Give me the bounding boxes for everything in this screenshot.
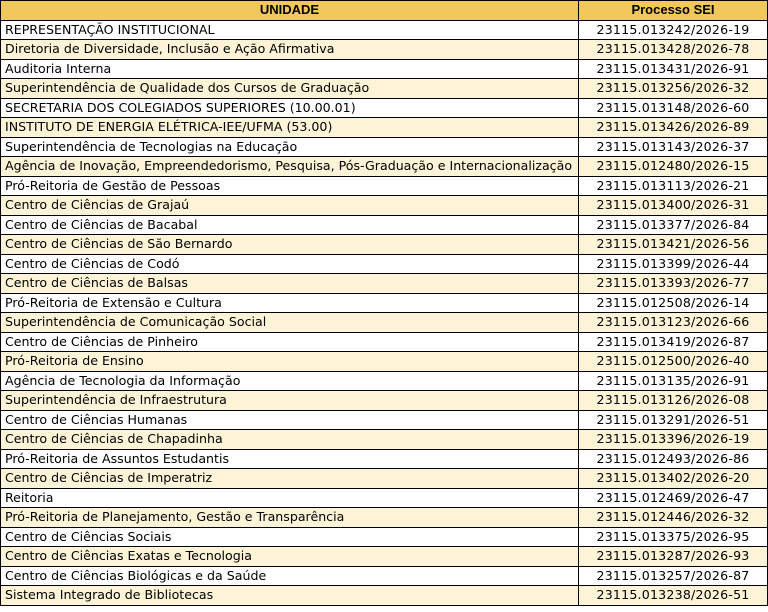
- processo-sei-cell: 23115.013291/2026-51: [579, 410, 768, 430]
- unidade-cell: INSTITUTO DE ENERGIA ELÉTRICA-IEE/UFMA (53.00): [1, 118, 579, 138]
- table-row: [1, 215, 768, 235]
- table-body: [1, 20, 768, 605]
- unidade-cell: Centro de Ciências Sociais: [1, 527, 579, 547]
- table-row: [1, 469, 768, 489]
- processo-sei-cell: 23115.013426/2026-89: [579, 118, 768, 138]
- processo-sei-cell: 23115.013396/2026-19: [579, 430, 768, 450]
- table-row: [1, 332, 768, 352]
- table-row: [1, 391, 768, 411]
- table-row: [1, 293, 768, 313]
- processo-sei-cell: 23115.013399/2026-44: [579, 254, 768, 274]
- unidade-cell: Diretoria de Diversidade, Inclusão e Ação Afirmativa: [1, 40, 579, 60]
- unidade-cell: Centro de Ciências Exatas e Tecnologia: [1, 547, 579, 567]
- unidade-cell: Superintendência de Tecnologias na Educação: [1, 137, 579, 157]
- table-row: [1, 274, 768, 294]
- table-row: [1, 547, 768, 567]
- table-row: [1, 79, 768, 99]
- processo-sei-cell: 23115.013402/2026-20: [579, 469, 768, 489]
- unidade-cell: Pró-Reitoria de Gestão de Pessoas: [1, 176, 579, 196]
- unidade-cell: Auditoria Interna: [1, 59, 579, 79]
- unidade-cell: Agência de Tecnologia da Informação: [1, 371, 579, 391]
- unidade-cell: Centro de Ciências Biológicas e da Saúde: [1, 566, 579, 586]
- table-row: [1, 508, 768, 528]
- processo-sei-cell: 23115.013238/2026-51: [579, 586, 768, 606]
- processo-sei-cell: 23115.013428/2026-78: [579, 40, 768, 60]
- table-row: [1, 352, 768, 372]
- table-row: [1, 235, 768, 255]
- processo-sei-cell: 23115.012493/2026-86: [579, 449, 768, 469]
- table-row: [1, 196, 768, 216]
- table-row: [1, 157, 768, 177]
- unidade-cell: Superintendência de Qualidade dos Cursos de Graduação: [1, 79, 579, 99]
- unidade-cell: Centro de Ciências Humanas: [1, 410, 579, 430]
- unidade-cell: REPRESENTAÇÃO INSTITUCIONAL: [1, 20, 579, 40]
- unidade-cell: Centro de Ciências de Grajaú: [1, 196, 579, 216]
- table-row: [1, 40, 768, 60]
- table-row: [1, 59, 768, 79]
- unidade-cell: Centro de Ciências de Codó: [1, 254, 579, 274]
- unidade-cell: Reitoria: [1, 488, 579, 508]
- table-row: [1, 176, 768, 196]
- processo-sei-cell: 23115.012480/2026-15: [579, 157, 768, 177]
- unidade-cell: Centro de Ciências de Pinheiro: [1, 332, 579, 352]
- table-row: [1, 118, 768, 138]
- table-row: [1, 566, 768, 586]
- processo-sei-cell: 23115.012500/2026-40: [579, 352, 768, 372]
- unidade-cell: Centro de Ciências de Chapadinha: [1, 430, 579, 450]
- table-row: [1, 137, 768, 157]
- unidade-cell: Sistema Integrado de Bibliotecas: [1, 586, 579, 606]
- processo-sei-cell: 23115.013287/2026-93: [579, 547, 768, 567]
- processo-sei-cell: 23115.013148/2026-60: [579, 98, 768, 118]
- processo-sei-cell: 23115.013400/2026-31: [579, 196, 768, 216]
- table-row: [1, 410, 768, 430]
- processo-sei-cell: 23115.013143/2026-37: [579, 137, 768, 157]
- unidade-cell: Centro de Ciências de Balsas: [1, 274, 579, 294]
- processo-sei-cell: 23115.013256/2026-32: [579, 79, 768, 99]
- table-row: [1, 313, 768, 333]
- processo-sei-cell: 23115.013123/2026-66: [579, 313, 768, 333]
- table-row: [1, 371, 768, 391]
- processo-sei-cell: 23115.013377/2026-84: [579, 215, 768, 235]
- table-row: [1, 488, 768, 508]
- header-unidade: UNIDADE: [1, 1, 579, 21]
- processo-sei-cell: 23115.013375/2026-95: [579, 527, 768, 547]
- header-processo-sei: Processo SEI: [579, 1, 768, 21]
- unidade-cell: Pró-Reitoria de Planejamento, Gestão e Transparência: [1, 508, 579, 528]
- processo-sei-cell: 23115.013421/2026-56: [579, 235, 768, 255]
- table-row: [1, 449, 768, 469]
- processo-sei-cell: 23115.013242/2026-19: [579, 20, 768, 40]
- table-row: [1, 98, 768, 118]
- unidade-cell: Agência de Inovação, Empreendedorismo, Pesquisa, Pós-Graduação e Internacionalização: [1, 157, 579, 177]
- table-row: [1, 527, 768, 547]
- processo-sei-cell: 23115.013257/2026-87: [579, 566, 768, 586]
- unidade-cell: Centro de Ciências de Bacabal: [1, 215, 579, 235]
- unidade-cell: Centro de Ciências de São Bernardo: [1, 235, 579, 255]
- processo-sei-cell: 23115.012508/2026-14: [579, 293, 768, 313]
- table-row: [1, 586, 768, 606]
- unidade-cell: SECRETARIA DOS COLEGIADOS SUPERIORES (10.00.01): [1, 98, 579, 118]
- header-row: [1, 1, 768, 21]
- unidade-cell: Pró-Reitoria de Extensão e Cultura: [1, 293, 579, 313]
- unidade-cell: Centro de Ciências de Imperatriz: [1, 469, 579, 489]
- table-row: [1, 430, 768, 450]
- processo-sei-cell: 23115.013431/2026-91: [579, 59, 768, 79]
- unidade-cell: Superintendência de Infraestrutura: [1, 391, 579, 411]
- processo-sei-cell: 23115.013126/2026-08: [579, 391, 768, 411]
- table-row: [1, 20, 768, 40]
- processo-sei-cell: 23115.013419/2026-87: [579, 332, 768, 352]
- unidade-cell: Pró-Reitoria de Assuntos Estudantis: [1, 449, 579, 469]
- processo-sei-cell: 23115.013135/2026-91: [579, 371, 768, 391]
- unidade-cell: Superintendência de Comunicação Social: [1, 313, 579, 333]
- table-row: [1, 254, 768, 274]
- processo-sei-cell: 23115.012469/2026-47: [579, 488, 768, 508]
- processo-sei-cell: 23115.013393/2026-77: [579, 274, 768, 294]
- processo-sei-cell: 23115.012446/2026-32: [579, 508, 768, 528]
- unidade-cell: Pró-Reitoria de Ensino: [1, 352, 579, 372]
- processo-sei-cell: 23115.013113/2026-21: [579, 176, 768, 196]
